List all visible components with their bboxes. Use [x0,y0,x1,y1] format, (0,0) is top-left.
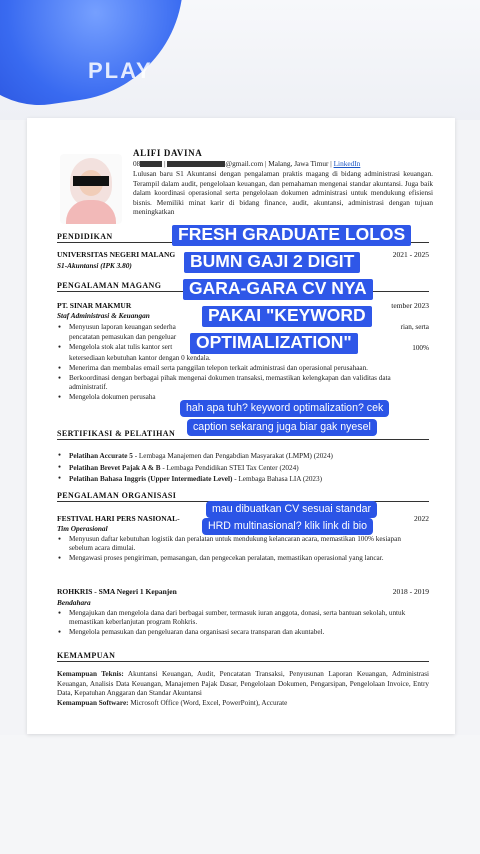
headline-line-5: OPTIMALIZATION" [190,333,358,354]
bottom-caption-line-1: mau dibuatkan CV sesuai standar [206,501,377,518]
section-certification: SERTIFIKASI & PELATIHAN [57,429,429,440]
internship-period: tember 2023 [391,301,429,310]
skills-text: Kemampuan Teknis: Akuntansi Keuangan, Audit, Pencatatan Transaksi, Penyusunan Laporan Keuangan, Administrasi Keuangan, Analisis Data Keuangan, Manajemen Pajak Dasar, Pengelolaan Dokumen, Pengarsipan, Pengelolaan Invoice, Entry Data, Kepatuhan Anggaran dan Standar Akuntansi Kemampuan Software: Microsoft Office (Word, Excel, PowerPoint), Accurate [57,670,429,707]
bottom-caption-line-2: HRD multinasional? klik link di bio [202,518,373,535]
section-internship: PENGALAMAN MAGANG [57,281,429,292]
list-item: ● Mengelola pemasukan dan pengeluaran dana organisasi secara transparan dan akuntabel. [57,628,419,637]
certification-list [57,451,419,486]
censor-bar [73,176,109,186]
phone-prefix: 08 [133,159,141,168]
degree: S1-Akuntansi (IPK 3.80) [57,261,132,270]
section-organization: PENGALAMAN ORGANISASI [57,491,429,502]
list-item: ● Mengelola stok alat tulis kantor sert [57,343,419,352]
list-item: ● Menyusun daftar kebutuhan logistik dan peralatan untuk mendukung kelancaran acara, memastikan 100% kesiapan sebelum acara dimulai. [57,535,419,553]
list-item: ● Pelatihan Accurate 5 - Lembaga Manajemen dan Pengabdian Masyarakat (LMPM) (2024) [57,451,419,462]
right-fragment-2: 100% [412,344,429,352]
company-name: PT. SINAR MAKMUR [57,301,132,310]
list-item: ● Pelatihan Bahasa Inggris (Upper Intermediate Level) - Lembaga Bahasa LIA (2023) [57,474,419,485]
org-name-2: ROHKRIS - SMA Negeri 1 Kepanjen [57,587,177,596]
org-bullets-1 [57,535,419,565]
headline-line-2: BUMN GAJI 2 DIGIT [184,252,360,273]
cv-summary: Lulusan baru S1 Akuntansi dengan pengalaman praktis magang di bidang administrasi keuangan. Terampil dalam audit, pengelolaan keuangan, dan pemahaman mengenai standar akuntansi. Juga baik dalam koordinasi operasional serta pengelolaan dokumen administrasi untuk mendukung efisiensi bisnis. Memiliki minat karir di bidang finance, audit, akuntansi, administrasi dengan tujuan meningkatkan [133,169,433,216]
list-item: ● Menerima dan membalas email serta panggilan telepon terkait administrasi dan operasional perusahaan. [57,364,419,373]
cv-contact: 08 | @gmail.com | Malang, Jawa Timur | LinkedIn [133,159,361,168]
middle-caption-line-1: hah apa tuh? keyword optimalization? cek [180,400,389,417]
list-item: ● Mengawasi proses pengiriman, pemasangan, dan pengecekan peralatan, memastikan operasional yang lancar. [57,554,419,563]
body-shape [66,200,116,224]
list-item-continuation: ketersediaan kebutuhan kantor dengan 0 kendala. [69,353,211,362]
headline-line-1: FRESH GRADUATE LOLOS [172,225,411,246]
org-period-1: 2022 [414,514,429,523]
list-item-continuation: pencatatan pemasukan dan pengeluar [69,333,177,342]
profile-photo [60,154,122,224]
middle-caption-line-2: caption sekarang juga biar gak nyesel [187,419,377,436]
list-item: ● Berkoordinasi dengan berbagai pihak mengenai dokumen transaksi, memastikan kelengkapan dan validitas data administratif. [57,374,419,392]
watermark-text: PLAY [88,58,153,83]
list-item: ● Mengajukan dan mengelola dana dari berbagai sumber, termasuk iuran anggota, donasi, serta bantuan sekolah, untuk memastikan keberlanjutan program Rohkris. [57,609,419,627]
list-item: ● Mengelola dokumen perusaha [57,393,419,402]
headline-line-3: GARA-GARA CV NYA [183,279,373,300]
org-period-2: 2018 - 2019 [392,587,429,596]
org-role-2: Bendahara [57,598,91,607]
org-row-2 [57,587,429,596]
section-education: PENDIDIKAN [57,232,429,243]
location: | Malang, Jawa Timur | [264,159,332,168]
linkedin-link[interactable]: LinkedIn [333,159,361,168]
headline-line-4: PAKAI "KEYWORD [202,306,372,327]
list-item: ● Pelatihan Brevet Pajak A & B - Lembaga Pendidikan STEI Tax Center (2024) [57,463,419,474]
background-bottom [0,735,480,854]
email-suffix: @gmail.com [225,159,264,168]
school-name: UNIVERSITAS NEGERI MALANG [57,250,176,259]
org-name-1: FESTIVAL HARI PERS NASIONAL- [57,514,180,523]
org-role-1: Tim Operasional [57,524,108,533]
internship-role: Staf Administrasi & Keuangan [57,311,150,320]
list-item: ● Menyusun laporan keuangan sederha [57,323,419,332]
education-period: 2021 - 2025 [392,250,429,259]
section-skills: KEMAMPUAN [57,651,429,662]
org-bullets-2 [57,609,419,639]
redacted-email [167,161,225,167]
cv-name: ALIFI DAVINA [133,148,203,158]
redacted-phone [140,161,162,167]
right-fragment-1: rian, serta [400,323,429,331]
